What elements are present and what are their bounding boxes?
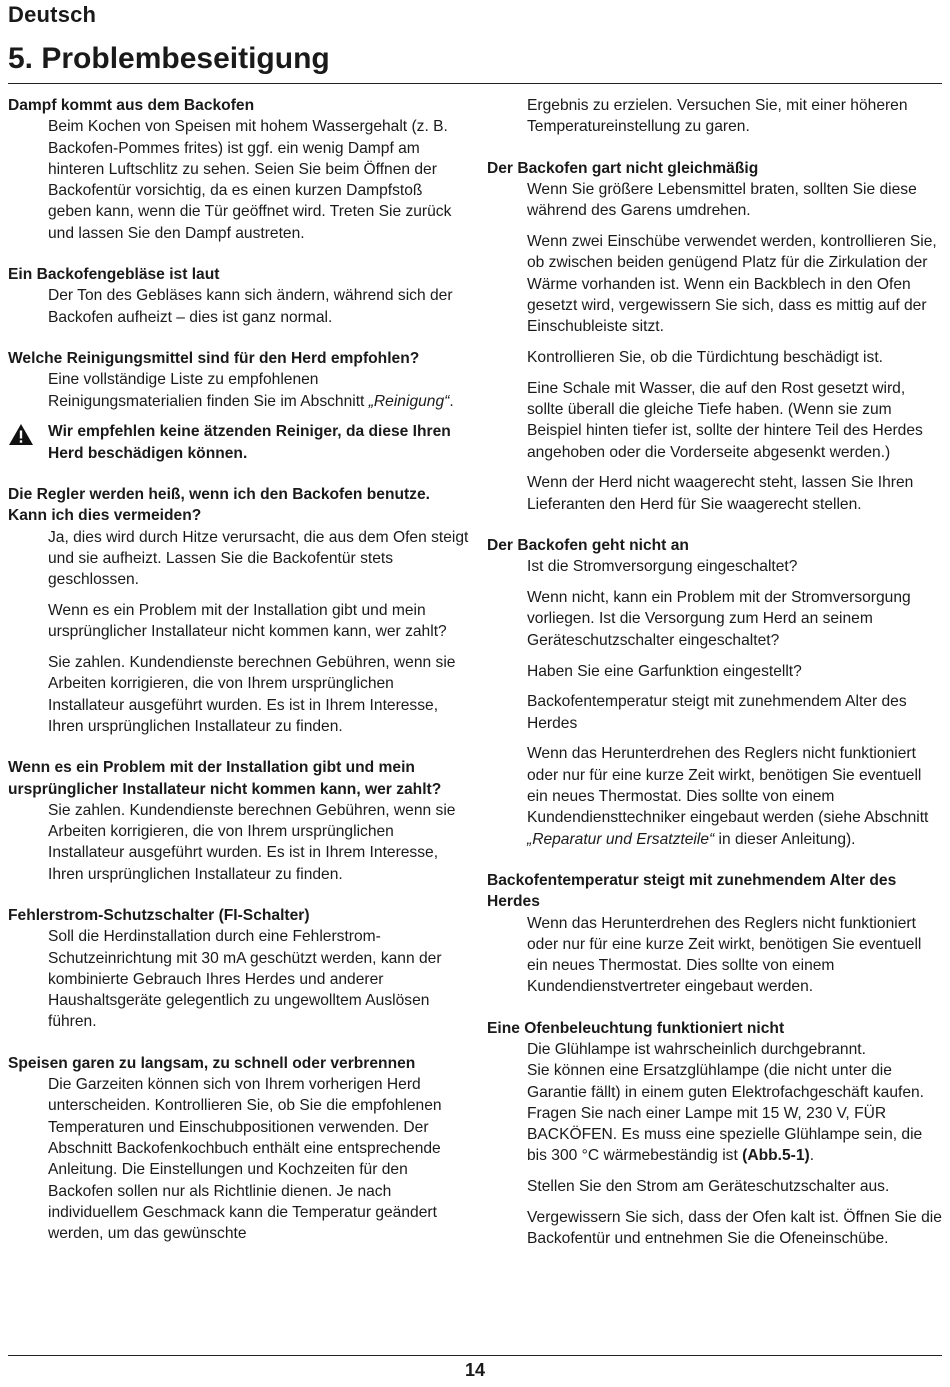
page-title: 5. Problembeseitigung [8, 42, 330, 75]
warning-icon [8, 421, 48, 452]
right-column [487, 95, 943, 1270]
section-installation-problem [8, 757, 470, 885]
paragraph: Haben Sie eine Garfunktion eingestellt? [527, 662, 802, 680]
section-oven-light [487, 1018, 943, 1250]
section-fan-noise [8, 264, 470, 328]
left-column [8, 95, 470, 1264]
section-heading: Der Backofen geht nicht an [487, 537, 689, 555]
section-heading: Dampf kommt aus dem Backofen [8, 97, 255, 114]
section-heading: Die Regler werden heiß, wenn ich den Backofen benutze. Kann ich dies vermeiden? [8, 485, 430, 525]
paragraph: Eine Schale mit Wasser, die auf den Rost gesetzt wird, sollte überall die gleiche Tiefe haben. (Wenn sie zum Beispiel hinten tiefer ist, sollte der hintere Teil des Herdes angehoben oder die Vorderseite abgesenkt werden.) [527, 379, 923, 461]
section-uneven-cooking [487, 158, 943, 515]
section-heading: Backofentemperatur steigt mit zunehmendem Alter des Herdes [487, 871, 897, 911]
paragraph: Der Ton des Gebläses kann sich ändern, während sich der Backofen aufheizt – dies ist ganz normal. [48, 287, 453, 326]
paragraph: Stellen Sie den Strom am Geräteschutzschalter aus. [527, 1178, 890, 1196]
language-label: Deutsch [8, 2, 97, 27]
section-reference: „Reparatur und Ersatzteile“ [527, 830, 715, 848]
page-number: 14 [464, 1360, 486, 1380]
warning-text: Wir empfehlen keine ätzenden Reiniger, da diese Ihren Herd beschädigen können. [48, 423, 451, 462]
section-temperature-rises [487, 870, 943, 998]
paragraph: Wenn zwei Einschübe verwendet werden, kontrollieren Sie, ob zwischen beiden genügend Platz für die Zirkulation der Wärme vorhanden ist. Wenn ein Backblech in den Ofen gesetzt wird, vergewissern Sie sich, dass es mittig auf der Einschubleiste sitzt. [527, 232, 937, 336]
section-heading: Der Backofen gart nicht gleichmäßig [487, 159, 759, 177]
section-hot-knobs [8, 484, 470, 737]
section-heading: Fehlerstrom-Schutzschalter (FI-Schalter) [8, 907, 310, 924]
paragraph: Sie zahlen. Kundendienste berechnen Gebühren, wenn sie Arbeiten korrigieren, die von Ihrem ursprünglichen Installateur ausgeführt wurden. Es ist in Ihrem Interesse, Ihren ursprünglichen Installateur zu finden. [48, 801, 456, 883]
section-reference: „Reinigung“ [368, 392, 450, 410]
paragraph: Kontrollieren Sie, ob die Türdichtung beschädigt ist. [527, 348, 883, 366]
paragraph: Wenn Sie größere Lebensmittel braten, sollten Sie diese während des Garens umdrehen. [527, 180, 917, 220]
paragraph: Eine vollständige Liste zu empfohlenen Reinigungsmaterialien finden Sie im Abschnitt „Reinigung“. [48, 371, 454, 410]
paragraph: Ist die Stromversorgung eingeschaltet? [527, 558, 798, 576]
section-cooking-speed-continued [487, 95, 943, 138]
paragraph: Beim Kochen von Speisen mit hohem Wassergehalt (z. B. Backofen-Pommes frites) ist ggf. ein wenig Dampf am hinteren Luftschlitz zu sehen. Seien Sie beim Öffnen der Backofentür vorsichtig, da es einen kurzen Dampfstoß geben kann, wenn die Tür geöffnet wird. Treten Sie zurück und lassen Sie den Dampf austreten. [48, 118, 452, 242]
header-divider [8, 83, 942, 84]
footer-divider [8, 1355, 942, 1356]
paragraph: Wenn das Herunterdrehen des Reglers nicht funktioniert oder nur für eine kurze Zeit wirkt, benötigen Sie eventuell ein neues Thermostat. Dies sollte von einem Kundendiensttechniker eingebaut werden (siehe Abschnitt „Reparatur und Ersatzteile“ in dieser Anleitung). [527, 745, 929, 848]
section-heading: Speisen garen zu langsam, zu schnell oder verbrennen [8, 1054, 416, 1072]
section-cleaning-agents [8, 348, 470, 464]
paragraph: Die Garzeiten können sich von Ihrem vorherigen Herd unterscheiden. Kontrollieren Sie, ob Sie die empfohlenen Temperaturen und Einschubpositionen verwenden. Der Abschnitt Backofenkochbuch enthält eine entsprechende Anleitung. Die Einstellungen und Kochzeiten für den Backofen sollen nur als Richtlinie dienen. Je nach individuellem Geschmack kann die Temperatur geändert werden, um das gewünschte [48, 1076, 442, 1243]
paragraph: Die Glühlampe ist wahrscheinlich durchgebrannt. Sie können eine Ersatzglühlampe (die nicht unter die Garantie fällt) in einem guten Elektrofachgeschäft kaufen. Fragen Sie nach einer Lampe mit 15 W, 230 V, FÜR BACKÖFEN. Es muss eine spezielle Glühlampe sein, die bis 300 °C wärmebeständig ist (Abb.5-1). [527, 1040, 925, 1165]
section-heading: Wenn es ein Problem mit der Installation gibt und mein ursprünglicher Installateur nicht kommen kann, wer zahlt? [8, 759, 442, 798]
paragraph: Wenn nicht, kann ein Problem mit der Stromversorgung vorliegen. Ist die Versorgung zum Herd an seinem Geräteschutzschalter eingeschaltet? [527, 589, 911, 649]
section-steam [8, 95, 470, 244]
paragraph: Soll die Herdinstallation durch eine Fehlerstrom-Schutzeinrichtung mit 30 mA geschützt werden, kann der kombinierte Gebrauch Ihres Herdes und anderer Haushaltsgeräte gelegentlich zu ungewolltem Auslösen führen. [48, 928, 442, 1031]
paragraph: Ja, dies wird durch Hitze verursacht, die aus dem Ofen steigt und sie aufheizt. Lassen Sie die Backofentür stets geschlossen. [48, 528, 469, 589]
paragraph: Vergewissern Sie sich, dass der Ofen kalt ist. Öffnen Sie die Backofentür und entnehmen Sie die Ofeneinschübe. [527, 1209, 942, 1248]
section-oven-not-on [487, 535, 943, 850]
paragraph: Wenn es ein Problem mit der Installation gibt und mein ursprünglicher Installateur nicht kommen kann, wer zahlt? [48, 601, 447, 641]
section-cooking-speed [8, 1053, 470, 1245]
section-heading: Eine Ofenbeleuchtung funktioniert nicht [487, 1019, 785, 1037]
paragraph: Wenn das Herunterdrehen des Reglers nicht funktioniert oder nur für eine kurze Zeit wirkt, benötigen Sie eventuell ein neues Thermostat. Dies sollte von einem Kundendienstvertreter eingebaut werden. [527, 914, 922, 996]
figure-reference: (Abb.5-1) [742, 1147, 810, 1165]
warning-note [8, 421, 470, 464]
paragraph: Wenn der Herd nicht waagerecht steht, lassen Sie Ihren Lieferanten den Herd für Sie waagerecht stellen. [527, 474, 914, 513]
paragraph: Sie zahlen. Kundendienste berechnen Gebühren, wenn sie Arbeiten korrigieren, die von Ihrem ursprünglichen Installateur ausgeführt wurden. Es ist in Ihrem Interesse, Ihren ursprünglichen Installateur zu finden. [48, 654, 456, 735]
paragraph: Backofentemperatur steigt mit zunehmendem Alter des Herdes [527, 693, 907, 732]
paragraph: Ergebnis zu erzielen. Versuchen Sie, mit einer höheren Temperatureinstellung zu garen. [527, 97, 908, 136]
section-heading: Ein Backofengebläse ist laut [8, 266, 220, 284]
section-heading: Welche Reinigungsmittel sind für den Herd empfohlen? [8, 349, 420, 367]
section-rcd [8, 905, 470, 1033]
